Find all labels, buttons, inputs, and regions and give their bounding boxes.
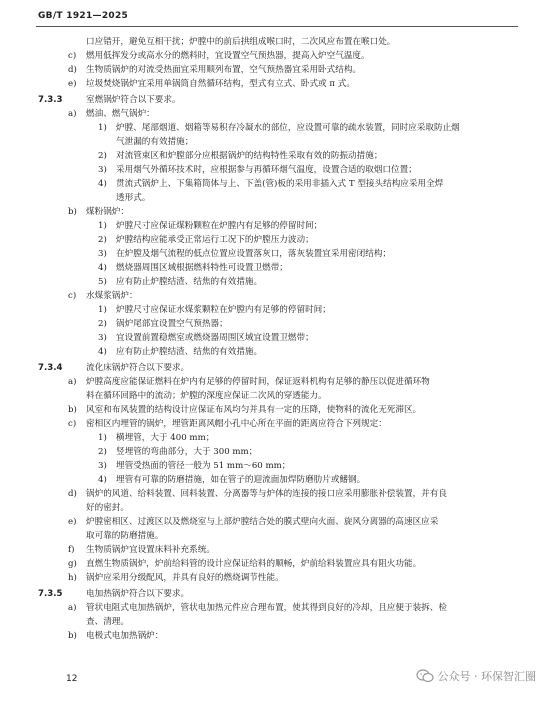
- document-line: 应有防止炉膛结渣、结焦的有效措施。: [116, 347, 263, 357]
- item-label: d): [68, 489, 77, 499]
- document-line: 锅炉应采用分级配风，并具有良好的燃烧调节性能。: [86, 573, 284, 583]
- item-label: c): [68, 291, 77, 301]
- header-rule: [36, 26, 518, 27]
- section-number: 7.3.5: [38, 589, 63, 599]
- watermark-text: 公众号 · 环保智汇圈: [437, 670, 536, 683]
- document-line: 贯流式锅炉上、下集箱筒体与上、下盖(管)板的采用非插入式 T 型接头结构应采用全焊: [116, 179, 444, 189]
- document-line: 垃圾焚烧锅炉宜采用单锅筒自然循环结构，型式有立式、卧式或 π 式。: [86, 79, 355, 89]
- document-line: 炉膛尺寸应保证煤粉颗粒在炉膛内有足够的停留时间；: [116, 221, 323, 231]
- item-label: f): [68, 545, 75, 555]
- item-label: 3): [98, 461, 107, 471]
- item-label: 4): [98, 347, 107, 357]
- item-label: b): [68, 405, 77, 415]
- item-label: e): [68, 517, 77, 527]
- item-label: a): [68, 603, 77, 613]
- document-line: 查、清理。: [86, 617, 129, 627]
- document-line: 燃用低挥发分或高水分的燃料时，宜设置空气预热器，提高入炉空气温度。: [86, 51, 370, 61]
- document-line: 炉膛高度应能保证燃料在炉内有足够的停留时间，保证返料机构有足够的静压以促进循环物: [86, 377, 430, 387]
- document-line: 横埋管，大于 400 mm；: [116, 433, 215, 443]
- section-number: 7.3.4: [38, 363, 63, 373]
- document-line: 埋管受热面的管径一般为 51 mm～60 mm；: [116, 461, 291, 471]
- document-line: 生物质锅炉的对流受热面宜采用顺列布置，空气预热器宜采用卧式结构。: [86, 65, 362, 75]
- item-label: 2): [98, 447, 107, 457]
- document-line: 埋管有可靠的防磨措施，如在管子的迎流面加焊防磨肋片或鳍钢。: [116, 475, 366, 485]
- document-line: 取可靠的防磨措施。: [86, 531, 164, 541]
- document-line: 炉膛尺寸应保证水煤浆颗粒在炉膛内有足够的停留时间；: [116, 305, 331, 315]
- item-label: 5): [98, 277, 107, 287]
- wechat-icon: [416, 669, 434, 683]
- document-line: 采用烟气外循环技术时，应根据参与再循环烟气温度，设置合适的取烟口位置；: [116, 165, 417, 175]
- document-line: 生物质锅炉宜设置床料补充系统。: [86, 545, 215, 555]
- document-line: 应有防止炉膛结渣、结焦的有效措施。: [116, 277, 263, 287]
- item-label: 1): [98, 123, 107, 133]
- document-line: 锅炉尾部宜设置空气预热器；: [116, 319, 228, 329]
- document-line: 风室和布风装置的结构设计应保证布风均匀并具有一定的压降，使物料的流化无死滞区。: [86, 405, 422, 415]
- document-line: 直燃生物质锅炉，炉前给料管的设计应保证给料的顺畅，炉前给料装置应具有阻火功能。: [86, 559, 422, 569]
- item-label: 1): [98, 221, 107, 231]
- document-line: 燃油、燃气锅炉：: [86, 109, 155, 119]
- document-line: 炉膛结构应能承受正常运行工况下的炉膛压力波动；: [116, 235, 314, 245]
- document-line: 料在循环回路中的流动；炉膛的深度应保证二次风的穿透能力。: [86, 391, 327, 401]
- item-label: a): [68, 109, 77, 119]
- item-label: 1): [98, 305, 107, 315]
- item-label: d): [68, 65, 77, 75]
- item-label: c): [68, 51, 77, 61]
- item-label: 3): [98, 165, 107, 175]
- document-line: 好的密封。: [86, 503, 129, 513]
- document-line: 密相区内埋管的锅炉，埋管距离风帽小孔中心所在平面的距离应符合下列规定：: [86, 419, 387, 429]
- item-label: 4): [98, 475, 107, 485]
- document-line: 炉膛、尾部烟道、烟箱等易积存冷凝水的部位，应设置可靠的疏水装置，同时应采取防止烟: [116, 123, 460, 133]
- document-line: 在炉膛及烟气流程的低点位置应设置落灰口，落灰装置宜采用密闭结构；: [116, 249, 392, 259]
- document-line: 锅炉的风道、给料装置、回料装置、分离器等与炉体的连接的接口应采用膨胀补偿装置，并有良: [86, 489, 447, 499]
- document-line: 管状电阻式电加热锅炉，管状电加热元件应合理布置，使其得到良好的冷却，且应便于装拆、检: [86, 603, 447, 613]
- document-line: 水煤浆锅炉：: [86, 291, 138, 301]
- item-label: a): [68, 377, 77, 387]
- document-line: 竖埋管的弯曲部分，大于 300 mm；: [116, 447, 258, 457]
- item-label: 2): [98, 151, 107, 161]
- document-line: 透形式。: [116, 193, 151, 203]
- item-label: 3): [98, 333, 107, 343]
- document-line: 电极式电加热锅炉：: [86, 631, 164, 641]
- item-label: e): [68, 79, 77, 89]
- item-label: b): [68, 631, 77, 641]
- watermark: [416, 668, 537, 684]
- document-line: 气泄漏的有效措施；: [116, 137, 194, 147]
- item-label: b): [68, 207, 77, 217]
- item-label: 2): [98, 319, 107, 329]
- document-line: 对流管束区和炉膛部分应根据锅炉的结构特性采取有效的防振动措施；: [116, 151, 383, 161]
- document-line: 宜设置前置稳燃室或燃烧器周围区域宜设置卫燃带；: [116, 333, 314, 343]
- section-heading: 室燃锅炉符合以下要求。: [86, 95, 181, 105]
- item-label: g): [68, 559, 77, 569]
- page-number: 12: [66, 674, 78, 684]
- document-line: 燃烧器周围区域根据燃料特性可设置卫燃带；: [116, 263, 288, 273]
- item-label: 2): [98, 235, 107, 245]
- item-label: 4): [98, 179, 107, 189]
- standard-code-header: GB/T 1921—2025: [38, 11, 129, 21]
- section-number: 7.3.3: [38, 95, 63, 105]
- document-line: 煤粉锅炉：: [86, 207, 129, 217]
- section-heading: 电加热锅炉符合以下要求。: [86, 589, 190, 599]
- item-label: c): [68, 419, 77, 429]
- item-label: h): [68, 573, 77, 583]
- item-label: 4): [98, 263, 107, 273]
- section-heading: 流化床锅炉符合以下要求。: [86, 363, 190, 373]
- item-label: 3): [98, 249, 107, 259]
- item-label: 1): [98, 433, 107, 443]
- document-line: 口应错开，避免互相干扰；炉膛中的前后拱组成喉口时，二次风应布置在喉口处。: [86, 37, 396, 47]
- document-line: 炉膛密相区、过渡区以及燃烧室与上部炉膛结合处的膜式壁向火面、旋风分离器的高速区应采: [86, 517, 439, 527]
